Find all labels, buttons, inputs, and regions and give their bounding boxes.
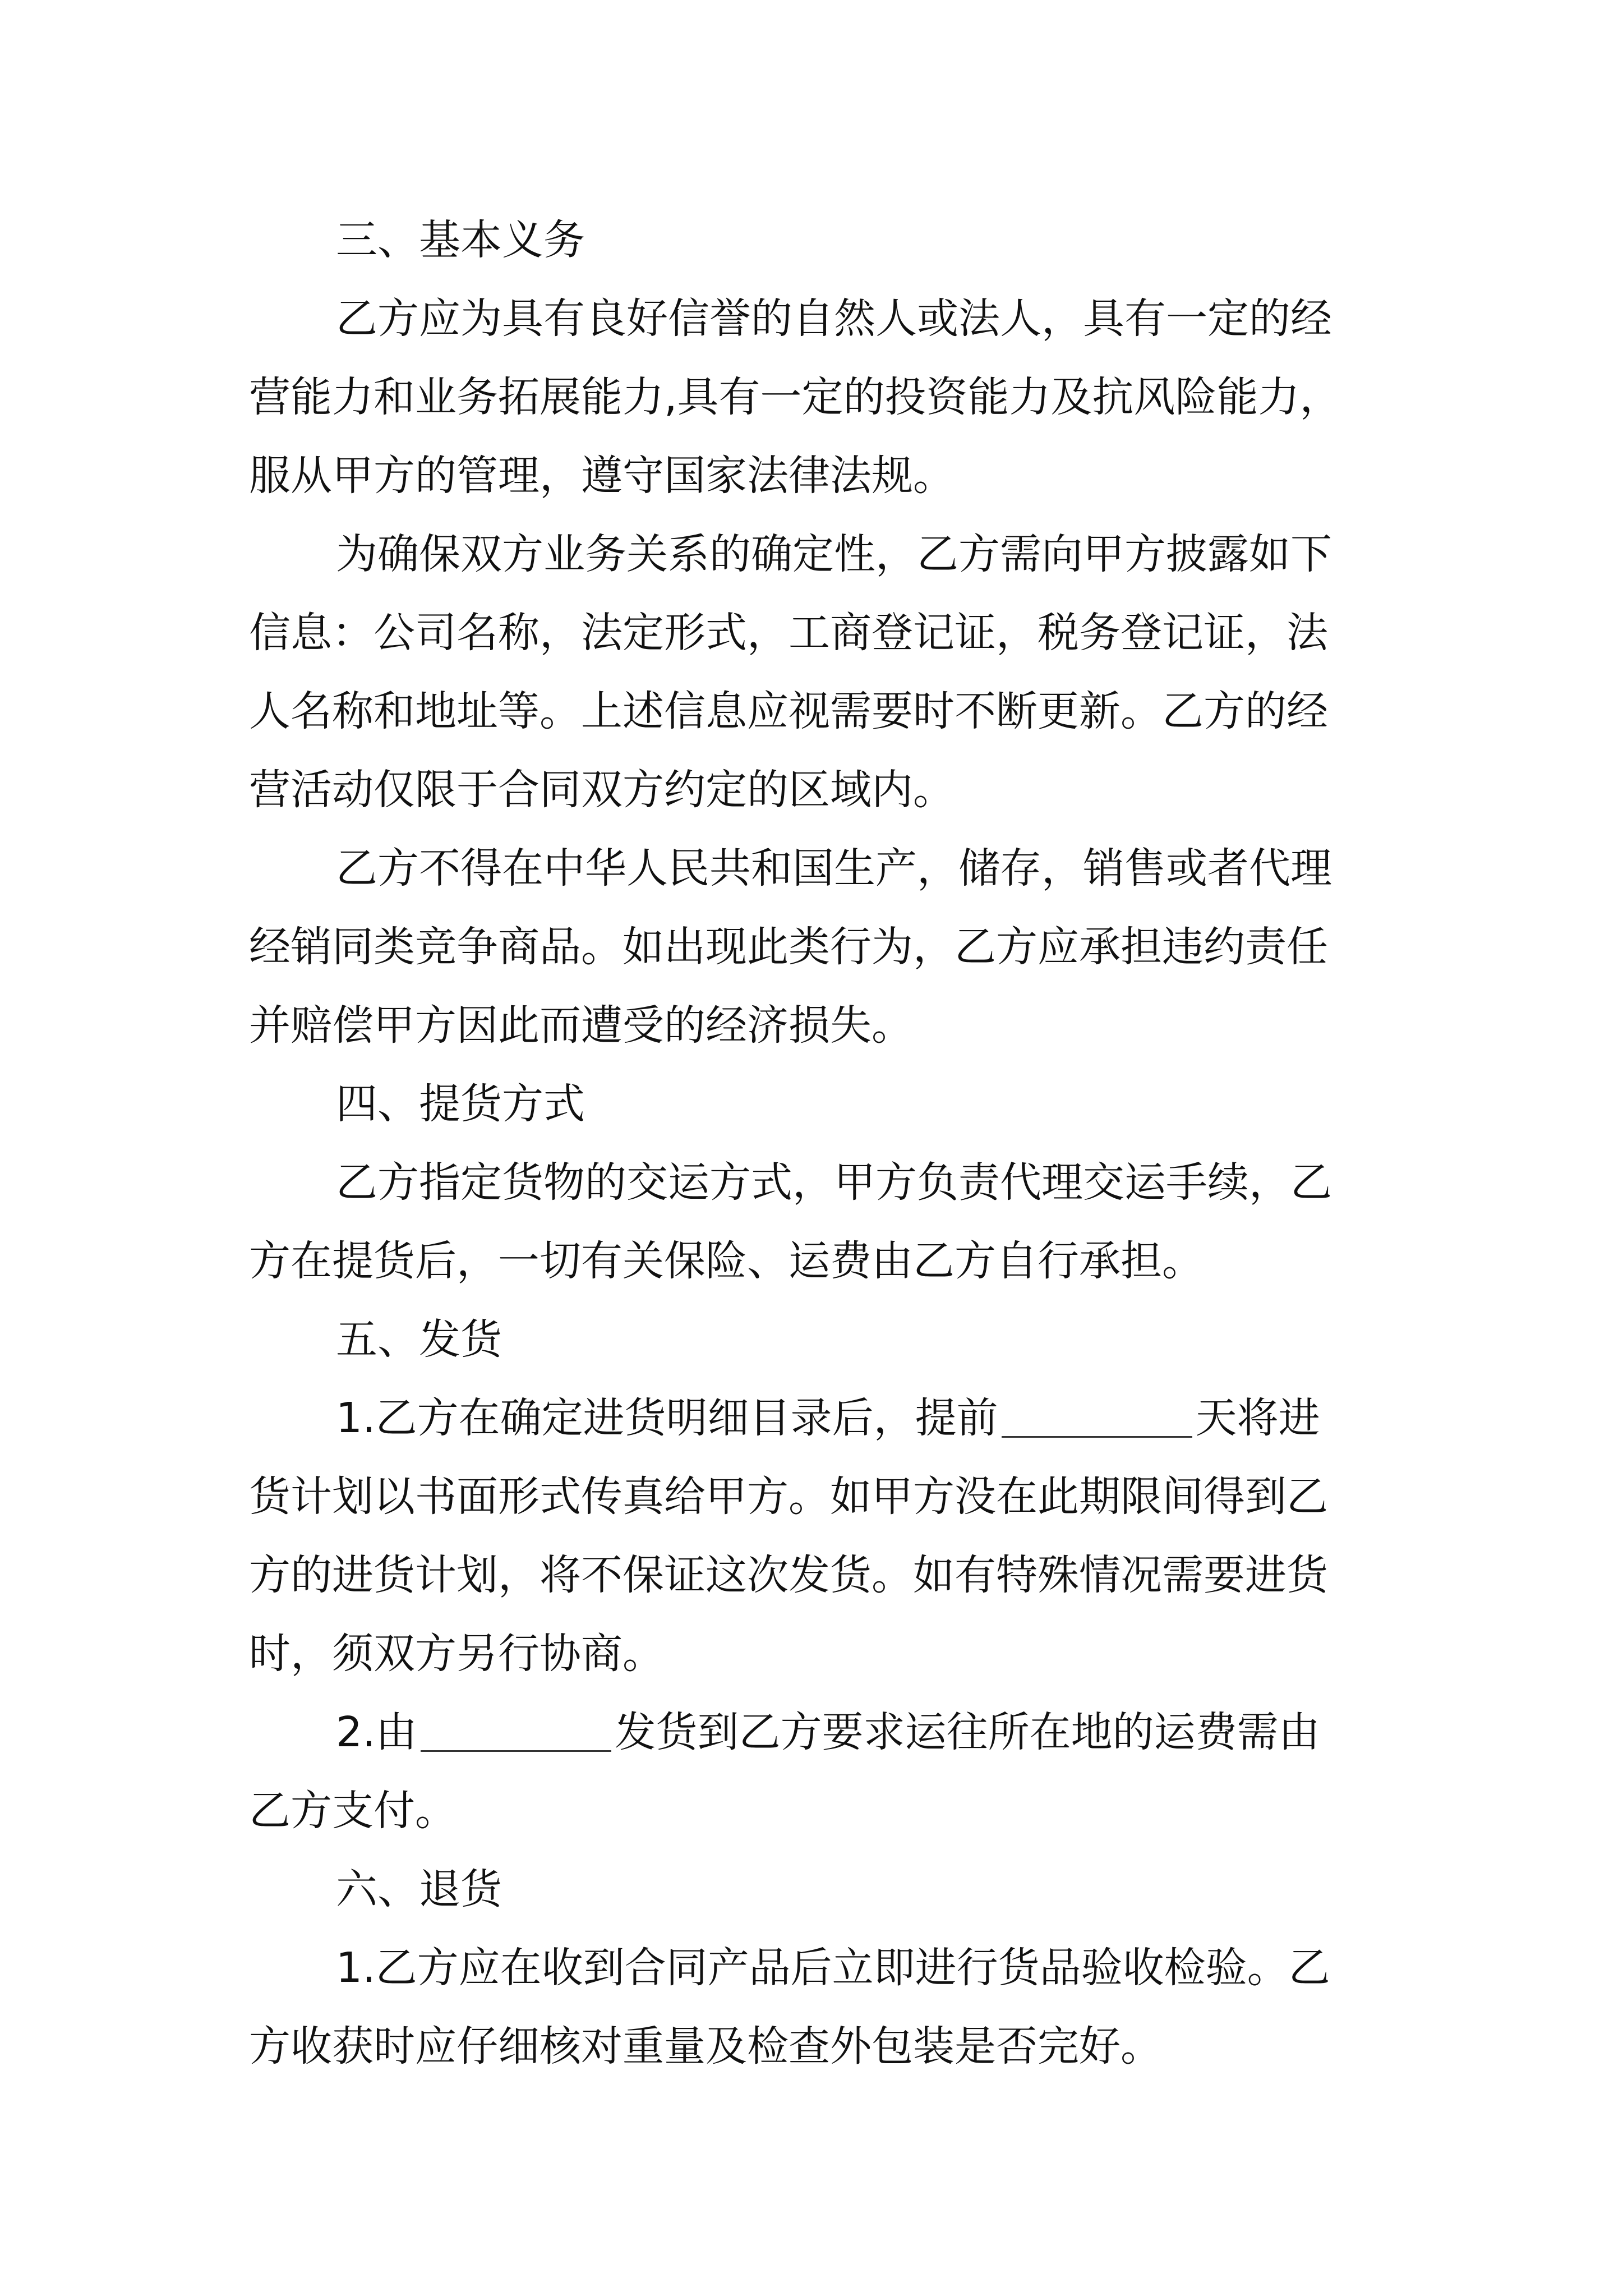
paragraph-line: 为确保双方业务关系的确定性，乙方需向甲方披露如下 [336, 530, 1332, 578]
fill-in-blank [1002, 1390, 1192, 1438]
paragraph-line: 营活动仅限于合同双方约定的区域内。 [249, 766, 955, 814]
paragraph-line: 方在提货后，一切有关保险、运费由乙方自行承担。 [249, 1237, 1204, 1285]
text-segment: 天将进 [1195, 1394, 1320, 1442]
paragraph-line: 服从甲方的管理，遵守国家法律法规。 [249, 452, 955, 500]
text-segment: 1.乙方在确定进货明细目录后，提前 [336, 1394, 998, 1442]
paragraph-line: 1.乙方应在收到合同产品后立即进行货品验收检验。乙 [336, 1944, 1330, 1992]
paragraph-line: 并赔偿甲方因此而遭受的经济损失。 [249, 1001, 913, 1050]
paragraph-line: 人名称和地址等。上述信息应视需要时不断更新。乙方的经 [249, 687, 1328, 735]
paragraph-line: 信息：公司名称，法定形式，工商登记证，税务登记证，法 [249, 609, 1328, 657]
text-segment: 发货到乙方要求运往所在地的运费需由 [614, 1708, 1320, 1756]
paragraph-line: 时，须双方另行协商。 [249, 1630, 664, 1678]
section-heading-pickup-method: 四、提货方式 [336, 1080, 585, 1128]
paragraph-line: 乙方不得在中华人民共和国生产，储存，销售或者代理 [336, 844, 1332, 892]
paragraph-line: 营能力和业务拓展能力,具有一定的投资能力及抗风险能力， [249, 373, 1341, 421]
paragraph-line-with-blank [336, 1704, 1320, 1760]
paragraph-line: 乙方支付。 [249, 1787, 457, 1835]
paragraph-line-with-blank [336, 1390, 1320, 1446]
paragraph-line: 乙方指定货物的交运方式，甲方负责代理交运手续，乙 [336, 1158, 1332, 1207]
section-heading-returns: 六、退货 [336, 1865, 502, 1913]
paragraph-line: 经销同类竞争商品。如出现此类行为，乙方应承担违约责任 [249, 923, 1328, 971]
paragraph-line: 方收获时应仔细核对重量及检查外包装是否完好。 [249, 2022, 1162, 2070]
text-segment: 2.由 [336, 1708, 417, 1756]
section-heading-basic-obligations: 三、基本义务 [336, 216, 585, 264]
paragraph-line: 方的进货计划，将不保证这次发货。如有特殊情况需要进货 [249, 1551, 1328, 1599]
paragraph-line: 货计划以书面形式传真给甲方。如甲方没在此期限间得到乙 [249, 1473, 1328, 1521]
fill-in-blank [421, 1704, 611, 1752]
section-heading-shipment: 五、发货 [336, 1315, 502, 1364]
paragraph-line: 乙方应为具有良好信誉的自然人或法人，具有一定的经 [336, 295, 1332, 343]
